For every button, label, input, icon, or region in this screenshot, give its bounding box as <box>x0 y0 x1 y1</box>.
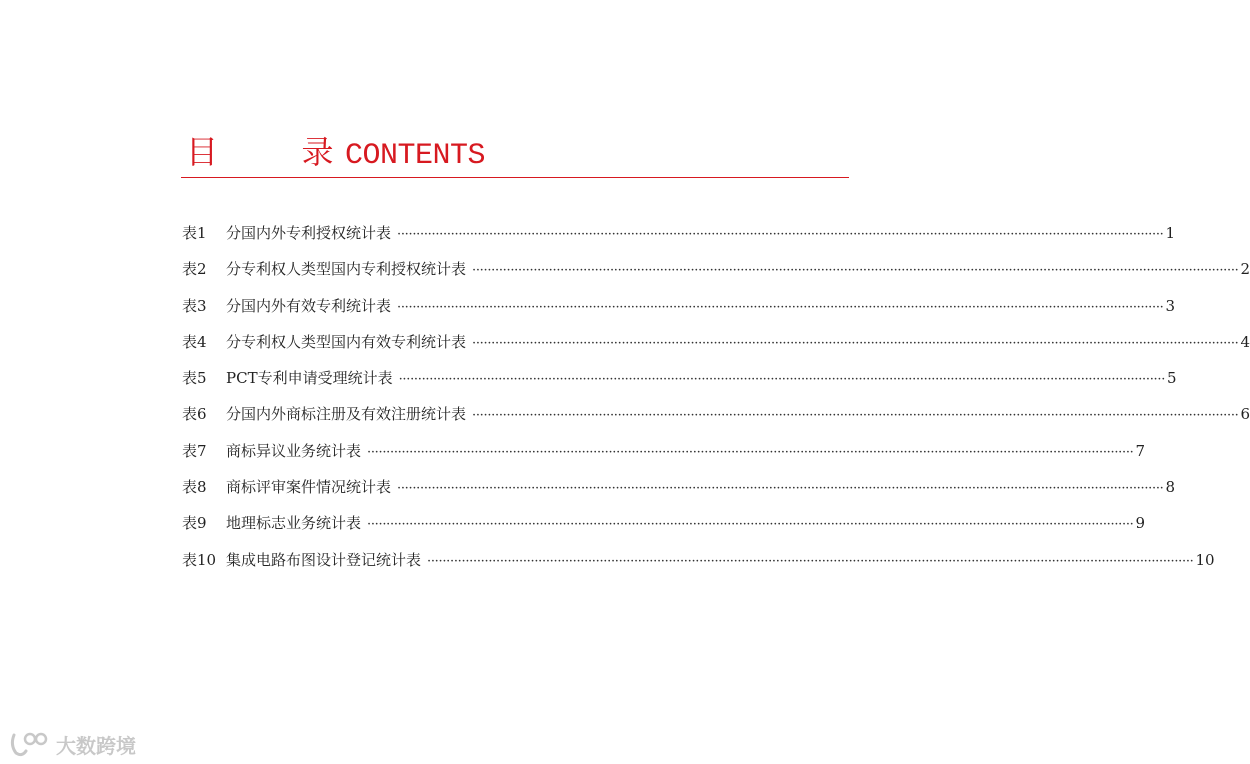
watermark <box>8 728 136 760</box>
toc-dot-leader: ········································································································································································································ <box>397 299 1164 315</box>
toc-dot-leader: ········································································································································································································ <box>367 517 1134 533</box>
toc-entry[interactable] <box>182 367 1177 403</box>
page-title <box>186 128 485 176</box>
toc-dot-leader: ········································································································································································································ <box>398 372 1166 388</box>
toc-entry-title: 分专利权人类型国内专利授权统计表 <box>226 260 467 279</box>
toc-entry-number: 表9 <box>182 514 207 533</box>
toc-dot-leader: ········································································································································································································ <box>397 481 1164 497</box>
toc-entry-number: 表7 <box>182 441 207 460</box>
toc-entry[interactable] <box>182 403 1250 439</box>
toc-entry[interactable] <box>182 222 1176 258</box>
brand-logo-icon <box>8 729 52 759</box>
toc-entry-page: 9 <box>1135 514 1146 533</box>
toc-dot-leader: ········································································································································································································ <box>472 408 1239 424</box>
toc-entry-title: 商标异议业务统计表 <box>226 441 362 460</box>
toc-entry[interactable] <box>182 295 1176 331</box>
toc-entry-title: 商标评审案件情况统计表 <box>226 478 392 497</box>
watermark-text: 大数跨境 <box>56 733 136 758</box>
toc-entry-page: 4 <box>1240 332 1250 351</box>
toc-dot-leader: ········································································································································································································ <box>427 553 1194 569</box>
title-cn-first: 目 <box>186 133 218 171</box>
toc-entry-page: 7 <box>1135 441 1146 460</box>
toc-entry-number: 表6 <box>182 405 207 424</box>
toc-entry-page: 2 <box>1240 260 1250 279</box>
toc-entry-title: 分国内外商标注册及有效注册统计表 <box>226 405 467 424</box>
toc-entry-number: 表4 <box>182 332 207 351</box>
toc-entry-page: 6 <box>1240 405 1250 424</box>
toc-entry-title: 分专利权人类型国内有效专利统计表 <box>226 332 467 351</box>
toc-entry-number: 表3 <box>182 296 207 315</box>
toc-entry[interactable] <box>182 331 1250 367</box>
toc-entry-title: 地理标志业务统计表 <box>226 514 362 533</box>
toc-dot-leader: ········································································································································································································ <box>472 335 1239 351</box>
toc-entry[interactable] <box>182 476 1176 512</box>
toc-entry-page: 3 <box>1165 296 1176 315</box>
table-of-contents <box>182 222 1250 585</box>
toc-entry-page: 8 <box>1165 478 1176 497</box>
toc-entry-number: 表1 <box>182 224 207 242</box>
toc-entry-number: 表10 <box>182 550 217 569</box>
toc-entry-number: 表2 <box>182 260 207 279</box>
toc-entry-title: 分国内外有效专利统计表 <box>226 296 392 315</box>
toc-entry-page: 5 <box>1167 369 1177 388</box>
toc-entry-page: 1 <box>1165 224 1176 242</box>
title-cn-second: 录 <box>301 133 334 171</box>
toc-dot-leader: ········································································································································································································ <box>397 227 1164 242</box>
toc-entry[interactable] <box>182 258 1250 294</box>
toc-entry[interactable] <box>182 440 1146 476</box>
toc-entry[interactable] <box>182 549 1215 585</box>
toc-dot-leader: ········································································································································································································ <box>472 263 1239 279</box>
toc-entry[interactable] <box>182 512 1146 548</box>
toc-entry-number: 表8 <box>182 478 207 497</box>
toc-entry-number: 表5 <box>182 369 207 388</box>
title-divider <box>181 177 849 178</box>
toc-entry-title: 分国内外专利授权统计表 <box>226 224 392 242</box>
toc-entry-title: 集成电路布图设计登记统计表 <box>226 550 422 569</box>
toc-entry-page: 10 <box>1195 550 1215 569</box>
toc-dot-leader: ········································································································································································································ <box>367 444 1134 460</box>
toc-entry-title: PCT专利申请受理统计表 <box>226 369 393 388</box>
title-english: CONTENTS <box>345 139 486 173</box>
